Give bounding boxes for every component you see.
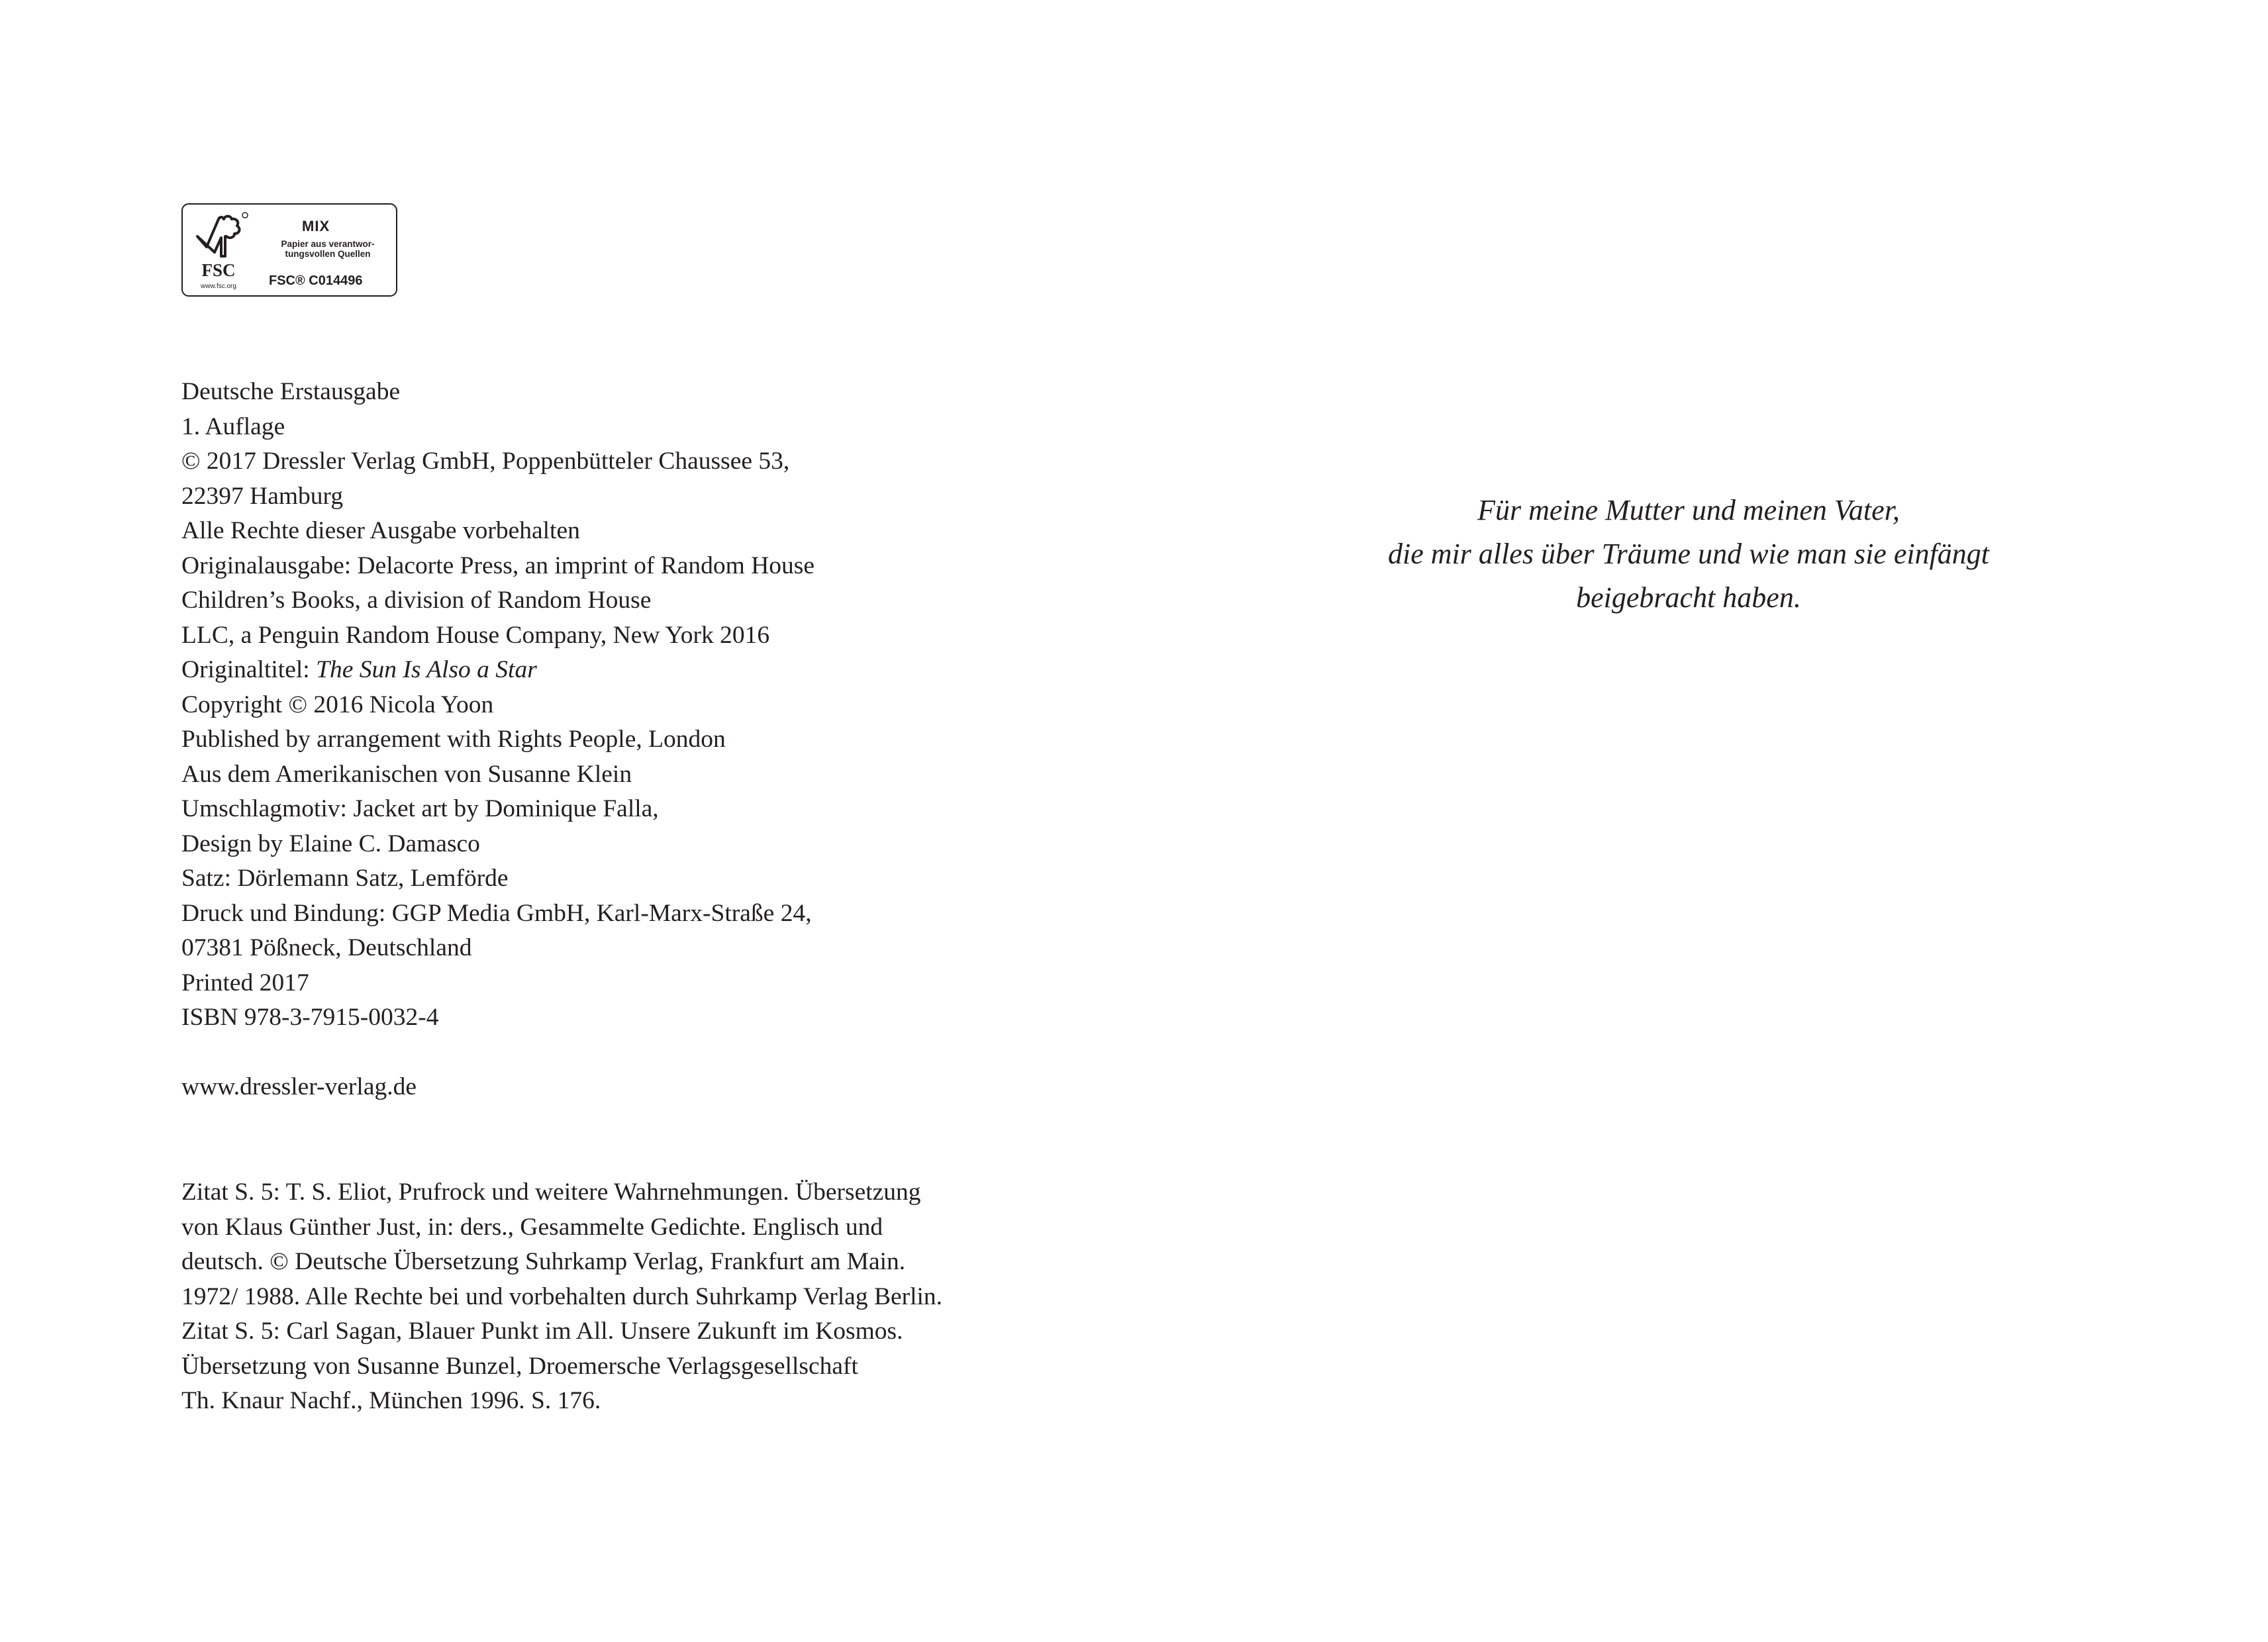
fsc-description-line: Papier aus verantwor- bbox=[281, 239, 375, 249]
fsc-brand: FSC bbox=[201, 260, 236, 280]
quote-credits bbox=[181, 1175, 942, 1419]
isbn: ISBN 978-3-7915-0032-4 bbox=[181, 1004, 439, 1031]
quote-credit-line: Zitat S. 5: T. S. Eliot, Prufrock und weitere Wahrnehmungen. Übersetzung bbox=[181, 1179, 921, 1206]
imprint-line: 22397 Hamburg bbox=[181, 482, 344, 510]
quote-credit-line: deutsch. © Deutsche Übersetzung Suhrkamp Verlag, Frankfurt am Main. bbox=[181, 1248, 906, 1275]
dedication bbox=[1225, 489, 2152, 620]
fsc-logo bbox=[181, 203, 397, 297]
quote-credit-line: Übersetzung von Susanne Bunzel, Droemersche Verlagsgesellschaft bbox=[181, 1352, 858, 1380]
publisher-website: www.dressler-verlag.de bbox=[181, 1073, 417, 1100]
imprint-line: Druck und Bindung: GGP Media GmbH, Karl-Marx-Straße 24, bbox=[181, 899, 812, 927]
spacer bbox=[181, 1036, 814, 1071]
fsc-license-code: FSC® C014496 bbox=[269, 273, 363, 288]
imprint-line: Published by arrangement with Rights People, London bbox=[181, 726, 726, 753]
dedication-line: beigebracht haben. bbox=[1576, 581, 1801, 614]
original-title: The Sun Is Also a Star bbox=[316, 656, 537, 683]
fsc-description-line: tungsvollen Quellen bbox=[285, 249, 371, 259]
imprint-line: 07381 Pößneck, Deutschland bbox=[181, 934, 472, 961]
quote-credit-line: 1972/ 1988. Alle Rechte bei und vorbehalten durch Suhrkamp Verlag Berlin. bbox=[181, 1282, 943, 1310]
imprint-line: Satz: Dörlemann Satz, Lemförde bbox=[181, 865, 509, 892]
imprint-line: Printed 2017 bbox=[181, 969, 309, 996]
fsc-website: www.fsc.org bbox=[201, 283, 236, 290]
imprint-line: 1. Auflage bbox=[181, 412, 285, 440]
imprint-line: Alle Rechte dieser Ausgabe vorbehalten bbox=[181, 517, 580, 544]
imprint-line: Copyright © 2016 Nicola Yoon bbox=[181, 691, 494, 718]
imprint-line: Umschlagmotiv: Jacket art by Dominique Falla, bbox=[181, 795, 659, 822]
original-title-label: Originaltitel: bbox=[181, 656, 317, 683]
imprint-line: Deutsche Erstausgabe bbox=[181, 378, 401, 405]
imprint-line: © 2017 Dressler Verlag GmbH, Poppenbütteler Chaussee 53, bbox=[181, 448, 790, 475]
imprint-line: LLC, a Penguin Random House Company, New York 2016 bbox=[181, 621, 770, 649]
fsc-description bbox=[264, 239, 392, 259]
imprint-line: Aus dem Amerikanischen von Susanne Klein bbox=[181, 760, 632, 788]
dedication-line: Für meine Mutter und meinen Vater, bbox=[1477, 494, 1900, 526]
original-title-line bbox=[181, 653, 814, 688]
quote-credit-line: Zitat S. 5: Carl Sagan, Blauer Punkt im All. Unsere Zukunft im Kosmos. bbox=[181, 1318, 903, 1345]
quote-credit-line: von Klaus Günther Just, in: ders., Gesammelte Gedichte. Englisch und bbox=[181, 1213, 883, 1241]
imprint-line: Design by Elaine C. Damasco bbox=[181, 830, 480, 857]
imprint-block bbox=[181, 375, 814, 1105]
quote-credit-line: Th. Knaur Nachf., München 1996. S. 176. bbox=[181, 1387, 601, 1414]
fsc-tree-icon bbox=[192, 210, 250, 292]
imprint-line: Children’s Books, a division of Random House bbox=[181, 587, 652, 614]
fsc-mix-label: MIX bbox=[302, 218, 330, 234]
imprint-line: Originalausgabe: Delacorte Press, an imprint of Random House bbox=[181, 552, 815, 579]
dedication-line: die mir alles über Träume und wie man sie einfängt bbox=[1387, 538, 1990, 570]
